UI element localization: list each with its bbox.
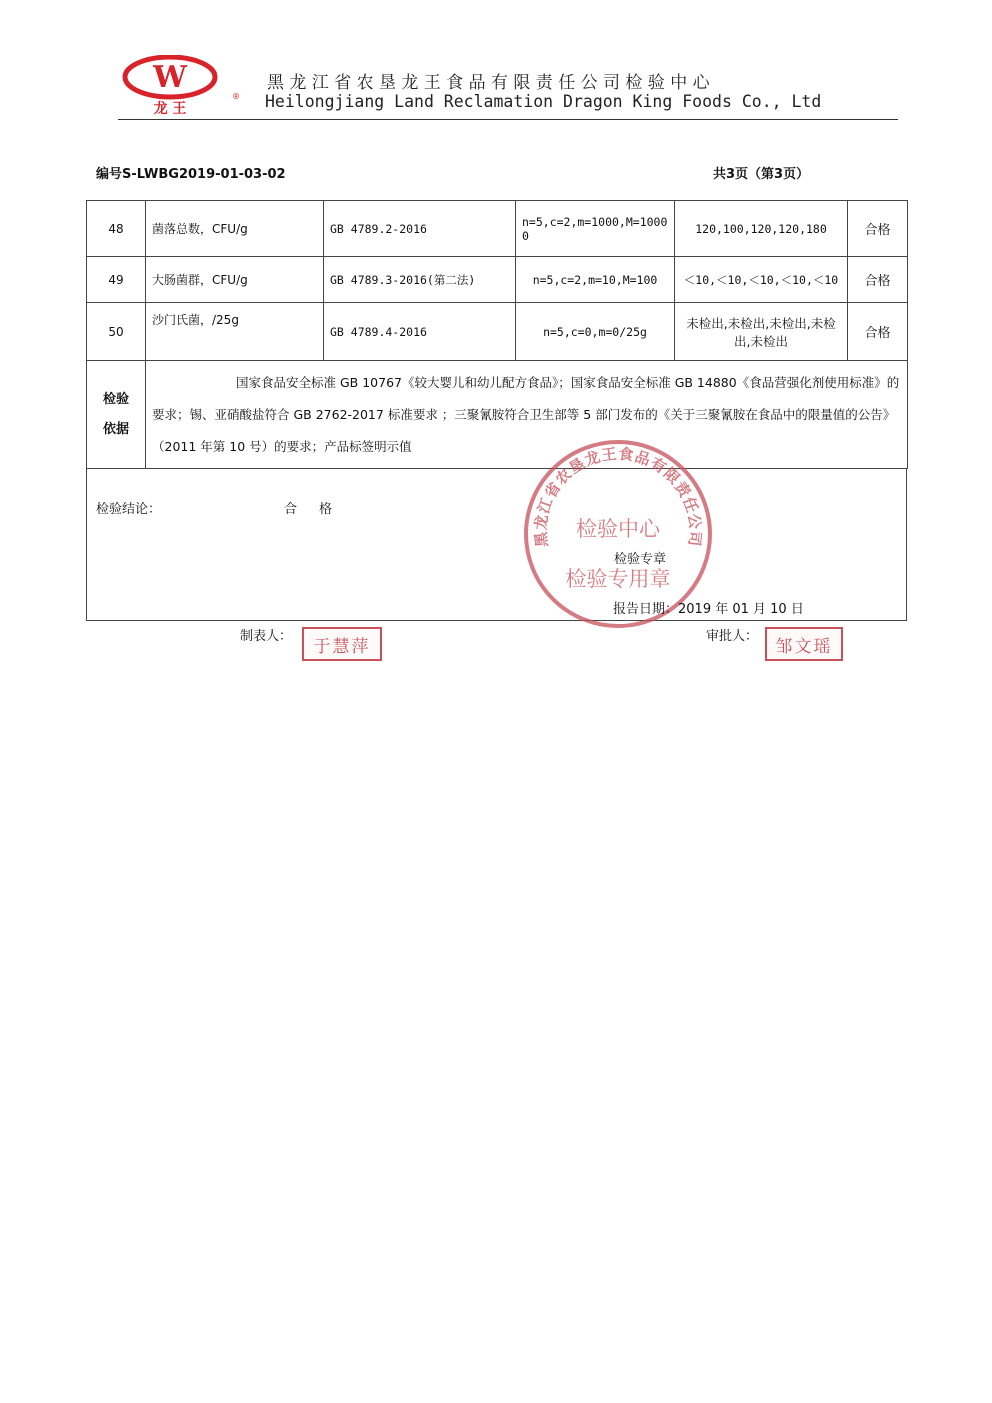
results-table	[86, 200, 908, 469]
company-name-cn: 黑龙江省农垦龙王食品有限责任公司检验中心	[267, 73, 715, 93]
table-row	[87, 303, 908, 361]
logo-w-icon: W	[153, 60, 187, 95]
test-result: 未检出,未检出,未检出,未检出,未检出	[675, 303, 848, 361]
row-number: 49	[87, 257, 146, 303]
test-verdict: 合格	[848, 303, 908, 361]
header-divider	[118, 119, 898, 120]
seal-label: 检验专章	[614, 552, 667, 567]
basis-label	[87, 361, 146, 469]
test-limit: n=5,c=0,m=0/25g	[516, 303, 675, 361]
seal-top-text: 黑龙江省农垦龙王食品有限责任公司	[531, 444, 705, 548]
test-item: 大肠菌群，CFU/g	[146, 257, 324, 303]
approver-label: 审批人：	[706, 629, 759, 644]
test-method: GB 4789.2-2016	[324, 201, 516, 257]
row-number: 48	[87, 201, 146, 257]
table-row	[87, 201, 908, 257]
test-limit: n=5,c=2,m=10,M=100	[516, 257, 675, 303]
row-number: 50	[87, 303, 146, 361]
test-item: 菌落总数，CFU/g	[146, 201, 324, 257]
conclusion-label: 检验结论：	[96, 502, 162, 517]
test-method: GB 4789.3-2016(第二法)	[324, 257, 516, 303]
test-limit: n=5,c=2,m=1000,M=10000	[516, 201, 675, 257]
basis-label-line2: 依据	[102, 421, 129, 437]
test-result: ＜10,＜10,＜10,＜10,＜10	[675, 257, 848, 303]
conclusion-value: 合格	[284, 502, 355, 517]
company-name-en: Heilongjiang Land Reclamation Dragon King Foods Co., Ltd	[265, 92, 822, 111]
basis-label-line1: 检验	[102, 391, 129, 407]
seal-mid-text: 检验中心	[576, 517, 660, 541]
basis-text: 国家食品安全标准 GB 10767《较大婴儿和幼儿配方食品》；国家食品安全标准 GB 14880《食品营强化剂使用标准》的要求；锡、亚硝酸盐符合 GB 2762-2017 标准要求 ；三聚氰胺符合卫生部等 5 部门发布的《关于三聚氰胺在食品中的限量值的公告》（2011 年第 10 号）的要求；产品标签明示值	[146, 361, 908, 469]
approver-signature-stamp: 邹文瑶	[765, 627, 843, 661]
test-item: 沙门氏菌，/25g	[146, 303, 324, 361]
basis-row	[87, 361, 908, 469]
registered-icon: ®	[232, 92, 240, 101]
seal-bottom-text: 检验专用章	[565, 567, 671, 591]
preparer-label: 制表人：	[240, 629, 293, 644]
test-result: 120,100,120,120,180	[675, 201, 848, 257]
test-method: GB 4789.4-2016	[324, 303, 516, 361]
test-verdict: 合格	[848, 201, 908, 257]
report-number: 编号S-LWBG2019-01-03-02	[96, 167, 286, 182]
table-row	[87, 257, 908, 303]
report-date: 报告日期：2019 年 01 月 10 日	[613, 602, 804, 617]
test-verdict: 合格	[848, 257, 908, 303]
preparer-signature-stamp: 于慧萍	[302, 627, 382, 661]
page-info: 共3页（第3页）	[713, 167, 810, 182]
company-logo	[120, 55, 245, 117]
logo-text: 龙 王	[153, 101, 187, 117]
